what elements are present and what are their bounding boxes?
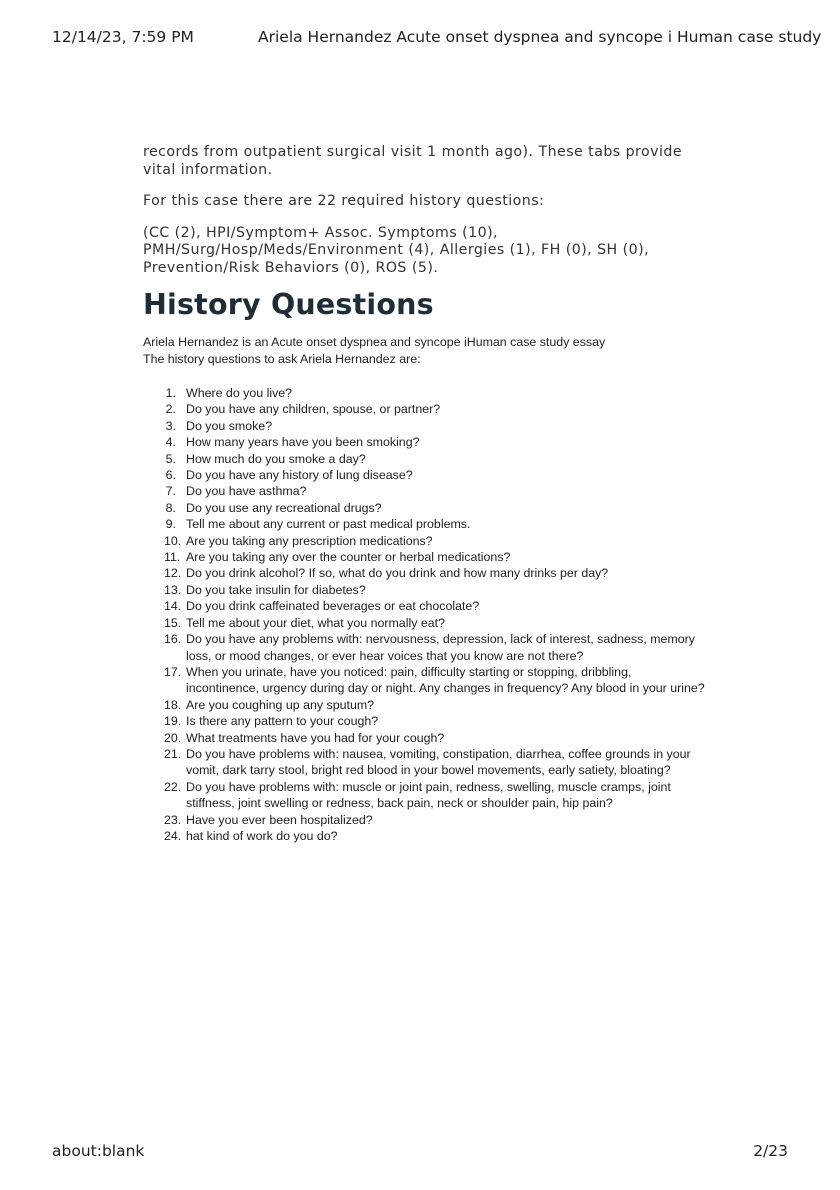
question-number: 10. bbox=[164, 533, 182, 548]
question-text: How many years have you been smoking? bbox=[186, 435, 420, 450]
question-item bbox=[143, 828, 706, 844]
question-text: hat kind of work do you do? bbox=[186, 828, 338, 843]
paragraph-tabs-info: records from outpatient surgical visit 1 month ago). These tabs provide vital information. bbox=[143, 144, 683, 178]
history-question-list bbox=[143, 385, 703, 844]
print-url: about:blank bbox=[52, 1142, 145, 1160]
question-number: 19. bbox=[164, 714, 182, 729]
print-datetime: 12/14/23, 7:59 PM bbox=[52, 28, 194, 46]
question-number: 5. bbox=[165, 451, 176, 466]
question-number: 18. bbox=[164, 697, 182, 712]
question-item bbox=[143, 598, 706, 614]
question-item bbox=[143, 746, 706, 779]
question-item bbox=[143, 516, 706, 532]
question-item bbox=[143, 418, 706, 434]
question-item bbox=[143, 730, 706, 746]
question-text: Do you have asthma? bbox=[186, 484, 307, 499]
question-text: Tell me about your diet, what you normally eat? bbox=[186, 615, 445, 630]
question-item bbox=[143, 812, 706, 828]
question-number: 4. bbox=[165, 435, 176, 450]
question-number: 17. bbox=[164, 664, 182, 679]
breakdown-line: PMH/Surg/Hosp/Meds/Environment (4), Allergies (1), FH (0), SH (0), bbox=[143, 242, 650, 258]
question-number: 9. bbox=[165, 517, 176, 532]
question-text: Are you taking any prescription medications? bbox=[186, 533, 433, 548]
question-item bbox=[143, 631, 706, 664]
question-text: Where do you live? bbox=[186, 386, 293, 400]
page-number: 2/23 bbox=[753, 1142, 788, 1160]
question-text: When you urinate, have you noticed: pain, difficulty starting or stopping, dribbling, incontinence, urgency during day or night. Any changes in frequency? Any blood in your urine? bbox=[186, 664, 705, 696]
question-text: What treatments have you had for your cough? bbox=[186, 730, 445, 745]
question-item bbox=[143, 500, 706, 516]
question-item bbox=[143, 697, 706, 713]
question-text: Have you ever been hospitalized? bbox=[186, 812, 373, 827]
question-number: 22. bbox=[164, 779, 182, 794]
question-item bbox=[143, 467, 706, 483]
question-number: 24. bbox=[164, 828, 182, 843]
question-item bbox=[143, 451, 706, 467]
question-item bbox=[143, 483, 706, 499]
question-number: 13. bbox=[164, 582, 182, 597]
document-content bbox=[143, 144, 703, 844]
question-text: Do you have any problems with: nervousness, depression, lack of interest, sadness, memory loss, or mood changes, or ever hear voices that you know are not there? bbox=[186, 632, 695, 663]
question-item bbox=[143, 549, 706, 565]
breakdown-line: Prevention/Risk Behaviors (0), ROS (5). bbox=[143, 259, 439, 276]
section-intro bbox=[143, 334, 703, 367]
question-text: Do you have any history of lung disease? bbox=[186, 468, 413, 483]
paragraph-required-count: For this case there are 22 required history questions: bbox=[143, 193, 545, 209]
question-text: How much do you smoke a day? bbox=[186, 451, 366, 466]
question-text: Do you drink caffeinated beverages or eat chocolate? bbox=[186, 599, 480, 614]
question-number: 14. bbox=[164, 599, 182, 614]
question-number: 16. bbox=[164, 632, 182, 647]
question-item bbox=[143, 713, 706, 729]
question-item bbox=[143, 582, 706, 598]
question-item bbox=[143, 565, 706, 581]
question-item bbox=[143, 615, 706, 631]
question-text: Do you take insulin for diabetes? bbox=[186, 582, 366, 597]
question-item bbox=[143, 779, 706, 812]
question-number: 15. bbox=[164, 615, 182, 630]
question-item bbox=[143, 385, 706, 401]
question-item bbox=[143, 664, 706, 697]
question-text: Do you drink alcohol? If so, what do you drink and how many drinks per day? bbox=[186, 566, 609, 581]
paragraph-question-breakdown bbox=[143, 225, 703, 278]
print-page-title: Ariela Hernandez Acute onset dyspnea and syncope i Human case study bbox=[258, 28, 822, 46]
question-text: Do you have problems with: muscle or joint pain, redness, swelling, muscle cramps, joint stiffness, joint swelling or redness, back pain, neck or shoulder pain, hip pain? bbox=[186, 779, 671, 811]
question-text: Tell me about any current or past medical problems. bbox=[186, 517, 471, 532]
section-intro-line: The history questions to ask Ariela Hernandez are: bbox=[143, 351, 421, 366]
question-number: 12. bbox=[164, 566, 182, 581]
section-intro-line: Ariela Hernandez is an Acute onset dyspnea and syncope iHuman case study essay bbox=[143, 335, 606, 349]
question-item bbox=[143, 434, 706, 450]
print-header bbox=[52, 28, 822, 50]
question-number: 20. bbox=[164, 730, 182, 745]
question-number: 6. bbox=[165, 468, 176, 483]
breakdown-line: (CC (2), HPI/Symptom+ Assoc. Symptoms (10), bbox=[143, 224, 499, 241]
question-text: Do you smoke? bbox=[186, 418, 273, 433]
question-number: 23. bbox=[164, 812, 182, 827]
question-item bbox=[143, 401, 706, 417]
question-number: 11. bbox=[164, 550, 181, 565]
question-text: Are you taking any over the counter or herbal medications? bbox=[186, 550, 511, 565]
question-number: 1. bbox=[165, 386, 176, 400]
question-number: 21. bbox=[164, 746, 182, 761]
question-number: 8. bbox=[165, 500, 176, 515]
section-heading: History Questions bbox=[143, 288, 434, 321]
question-number: 3. bbox=[165, 418, 176, 433]
question-text: Are you coughing up any sputum? bbox=[186, 697, 375, 712]
question-text: Do you have any children, spouse, or partner? bbox=[186, 402, 441, 417]
question-item bbox=[143, 533, 706, 549]
question-text: Do you have problems with: nausea, vomiting, constipation, diarrhea, coffee grounds in your vomit, dark tarry stool, bright red blood in your bowel movements, early satiety, bloating? bbox=[186, 746, 691, 778]
question-text: Is there any pattern to your cough? bbox=[186, 714, 379, 729]
question-number: 7. bbox=[165, 484, 176, 499]
question-text: Do you use any recreational drugs? bbox=[186, 500, 382, 515]
question-number: 2. bbox=[165, 402, 176, 417]
